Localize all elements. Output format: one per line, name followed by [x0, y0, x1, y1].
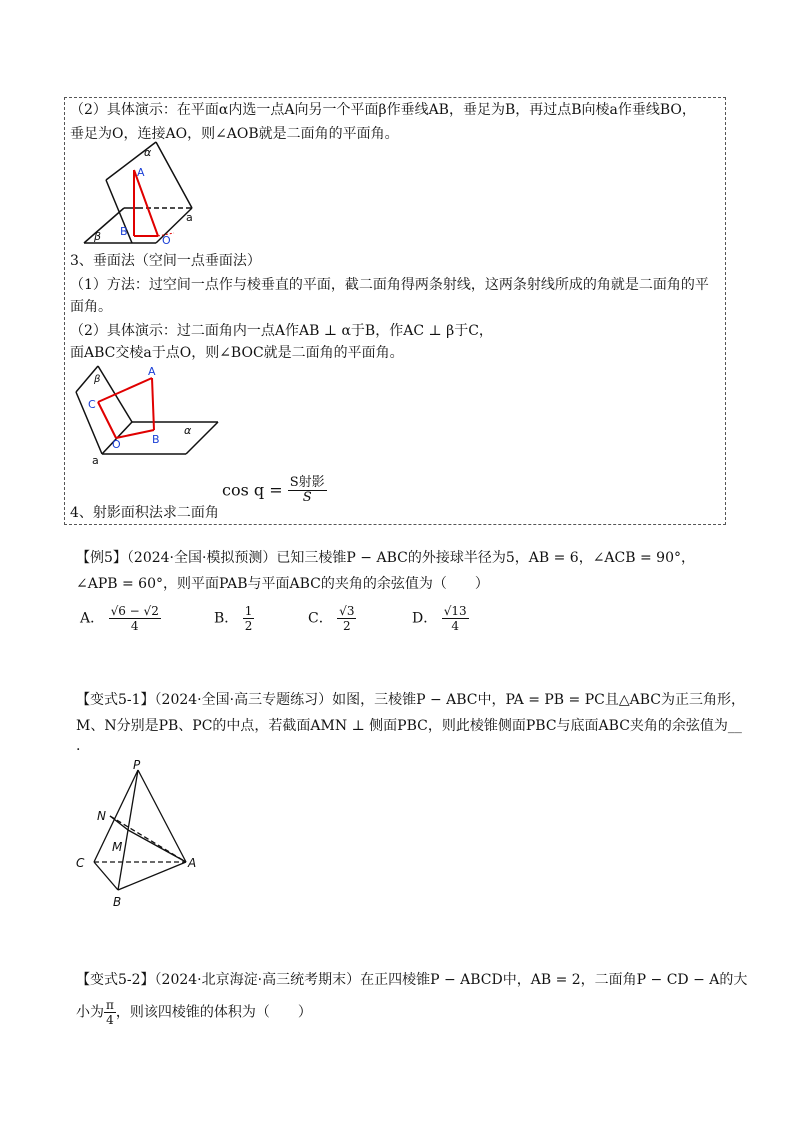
- variant52-line1: 【变式5-2】（2024·北京海淀·高三统考期末）在正四棱锥P − ABCD中，AB = 2，二面角P − CD − A的大: [76, 972, 748, 988]
- label-O-2: O: [112, 438, 121, 451]
- label-B: B: [120, 225, 128, 238]
- label-A: A: [137, 166, 145, 179]
- label-beta-2: β: [94, 374, 101, 385]
- label-beta: β: [94, 230, 102, 243]
- variant52-frac-num: π: [106, 998, 114, 1012]
- variant51-line1: 【变式5-1】（2024·全国·高三专题练习）如图，三棱锥P − ABC中，PA = PB = PC且△ABC为正三角形，: [76, 692, 745, 708]
- option-D[interactable]: [412, 604, 469, 633]
- variant52-post: ，则该四棱锥的体积为（ ）: [115, 1004, 312, 1021]
- figure-tetrahedron: [70, 760, 210, 920]
- method-line2: 面角。: [70, 299, 112, 315]
- demo2-line1: （2）具体演示：在平面α内选一点A向另一个平面β作垂线AB，垂足为B，再过点B向棱a作垂线BO，: [70, 102, 696, 118]
- label-A-3: A: [188, 856, 197, 870]
- variant52-line2: [76, 998, 312, 1027]
- label-alpha: α: [144, 146, 152, 159]
- label-B-3: B: [113, 895, 122, 909]
- area-projection-formula: [222, 476, 327, 505]
- figure-1-dihedral: [74, 140, 214, 250]
- option-C-den: 2: [342, 619, 351, 633]
- option-D-den: 4: [451, 619, 459, 633]
- label-M: M: [112, 840, 123, 854]
- option-B-num: 1: [244, 604, 253, 618]
- variant52-pre: 小为: [76, 1004, 104, 1021]
- label-A-2: A: [148, 365, 156, 378]
- variant51-line3: .: [76, 738, 81, 754]
- formula-numerator: S射影: [289, 475, 325, 490]
- example5-line1: 【例5】（2024·全国·模拟预测）已知三棱锥P − ABC的外接球半径为5，AB = 6，∠ACB = 90°，: [76, 550, 695, 566]
- figure-2-perpendicular-plane: [74, 362, 224, 466]
- formula-fraction: [288, 476, 327, 505]
- variant51-line2: M、N分别是PB、PC的中点，若截面AMN ⊥ 侧面PBC，则此棱锥侧面PBC与底面ABC夹角的余弦值为__: [76, 718, 742, 734]
- option-A-den: 4: [130, 619, 139, 633]
- formula-lhs: cos q =: [222, 480, 283, 500]
- option-D-label: D．: [412, 610, 438, 627]
- label-N: N: [97, 809, 106, 823]
- label-O: O: [162, 234, 171, 247]
- demo3-line1: （2）具体演示：过二面角内一点A作AB ⊥ α于B，作AC ⊥ β于C，: [70, 323, 493, 339]
- section3-title: 3、垂面法（空间一点垂面法）: [70, 253, 261, 269]
- variant52-frac-den: 4: [106, 1013, 114, 1027]
- method-line1: （1）方法：过空间一点作与棱垂直的平面，截二面角得两条射线，这两条射线所成的角就是二面角的平: [70, 277, 709, 293]
- section4-title: 4、射影面积法求二面角: [70, 505, 219, 521]
- option-C[interactable]: [308, 604, 356, 633]
- option-D-num: √13: [443, 604, 467, 618]
- option-A-num: √6 − √2: [110, 604, 159, 618]
- formula-denominator: S: [302, 490, 312, 505]
- label-a-2: a: [92, 454, 99, 466]
- option-B-den: 2: [244, 619, 253, 633]
- label-C-2: C: [88, 398, 96, 411]
- label-alpha-2: α: [184, 424, 192, 437]
- option-A-label: A．: [80, 610, 105, 627]
- demo2-line2: 垂足为O，连接AO，则∠AOB就是二面角的平面角。: [70, 126, 399, 142]
- option-B-label: B．: [214, 610, 239, 627]
- example5-line2: ∠APB = 60°，则平面PAB与平面ABC的夹角的余弦值为（ ）: [76, 576, 489, 592]
- label-P: P: [133, 760, 141, 772]
- label-C: C: [76, 856, 85, 870]
- option-C-label: C．: [308, 610, 333, 627]
- option-C-num: √3: [339, 604, 355, 618]
- option-B[interactable]: [214, 604, 254, 633]
- demo3-line2: 面ABC交棱a于点O，则∠BOC就是二面角的平面角。: [70, 345, 404, 361]
- label-B-2: B: [152, 433, 160, 446]
- option-A[interactable]: [80, 604, 161, 633]
- label-a: a: [186, 211, 193, 224]
